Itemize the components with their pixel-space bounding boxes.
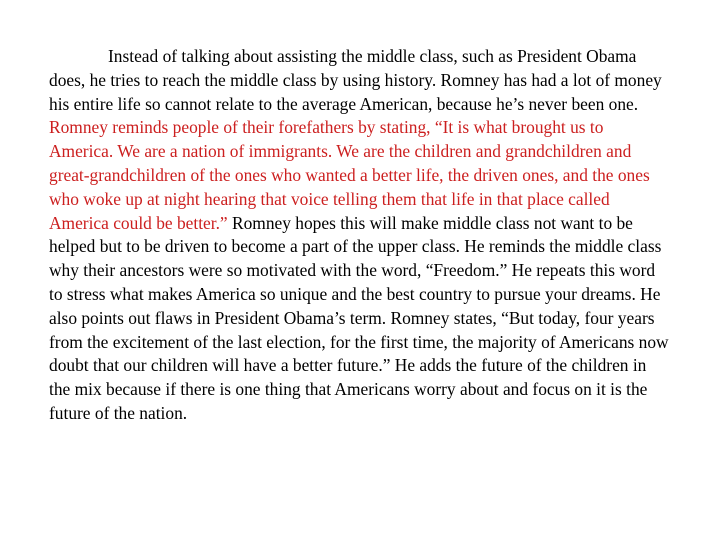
body-paragraph xyxy=(49,45,669,426)
closing-text: Romney hopes this will make middle class not want to be helped but to be driven to become a part of the upper class. He reminds the middle class why their ancestors were so motivated with the word, “Freedom.” He repeats this word to stress what makes America so unique and the best country to pursue your dreams. He also points out flaws in President Obama’s term. Romney states, “But today, four years from the excitement of the last election, for the first time, the majority of Americans now doubt that our children will have a better future.” He adds the future of the children in the mix because if there is one thing that Americans worry about and focus on it is the future of the nation. xyxy=(49,212,669,423)
highlighted-quote: Romney reminds people of their forefathers by stating, “It is what brought us to America. We are a nation of immigrants. We are the children and grandchildren and great-grandchildren of the ones who wanted a better life, the driven ones, and the ones who woke up at night hearing that voice telling them that life in that place called America could be better.” xyxy=(49,117,650,233)
intro-text: Instead of talking about assisting the middle class, such as President Obama does, he tries to reach the middle class by using history. Romney has had a lot of money his entire life so cannot relate to the average American, because he’s never been one. xyxy=(49,46,662,114)
